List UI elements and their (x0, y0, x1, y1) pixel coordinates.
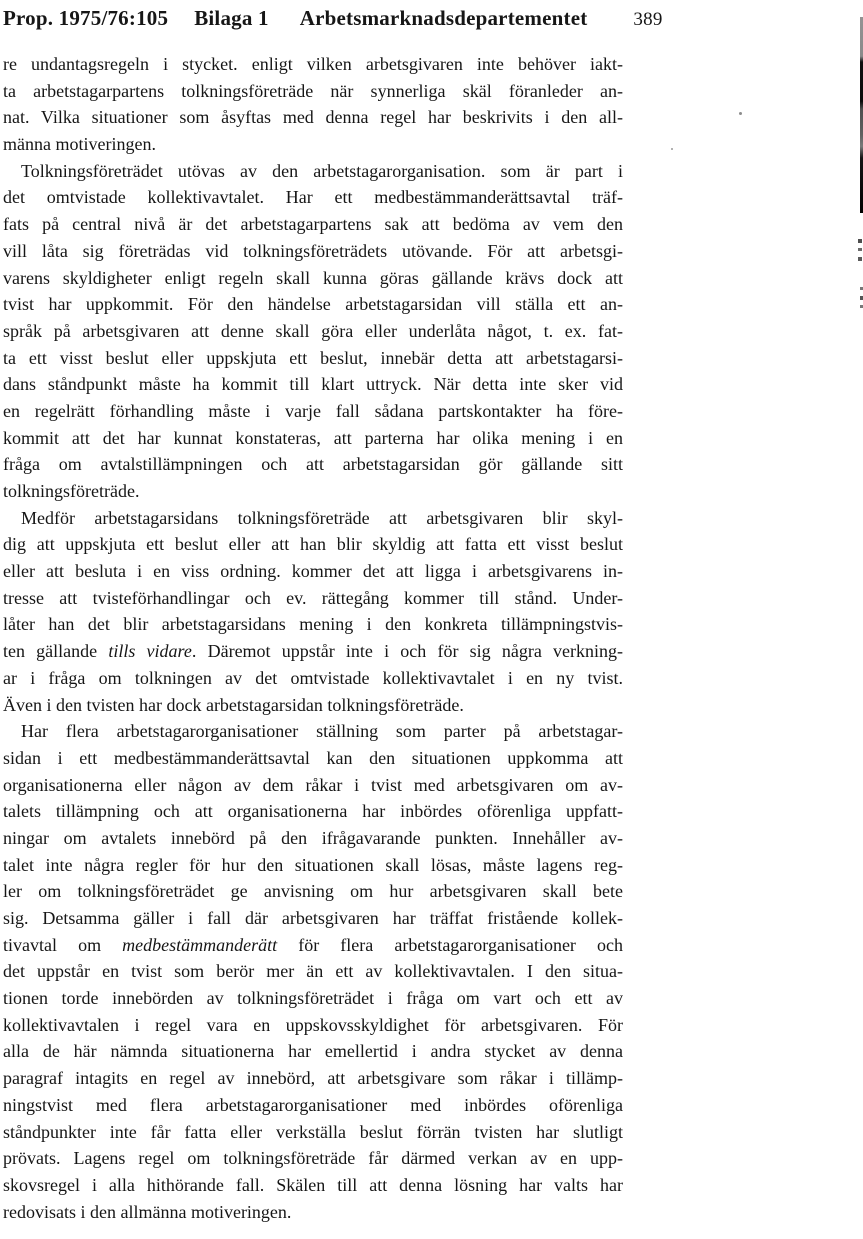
text-line: fråga om avtalstillämpningen och att arbetstagarsidan gör gällande sitt (3, 454, 623, 475)
text-line: dig att uppskjuta ett beslut eller att han blir skyldig att fatta ett visst beslut (3, 534, 623, 555)
text-line: ar i fråga om tolkningen av det omtvistade kollektivavtalet i en ny tvist. (3, 667, 623, 688)
page-header (3, 6, 863, 31)
attachment-label: Bilaga 1 (194, 6, 269, 30)
text-line: nat. Vilka situationer som åsyftas med denna regel har beskrivits i den all- (3, 107, 623, 128)
document-body (3, 51, 623, 1225)
text-line: paragraf intagits en regel av innebörd, att arbetsgivare som råkar i tillämp- (3, 1068, 623, 1089)
text-line: ler om tolkningsföreträdet ge anvisning om hur arbetsgivaren skall bete (3, 881, 623, 902)
paragraph (3, 505, 623, 719)
proposition-number: Prop. 1975/76:105 (3, 6, 169, 30)
text-line: Tolkningsföreträdet utövas av den arbetstagarorganisation. som är part i (21, 160, 623, 181)
scan-artifact-mark (858, 257, 862, 261)
page-number: 389 (633, 9, 663, 30)
scan-artifact-speck (739, 112, 742, 115)
text-line: det uppstår en tvist som berör mer än ett av kollektivavtalen. I den situa- (3, 961, 623, 982)
text-line: låter han det blir arbetstagarsidans mening i den konkreta tillämpningstvis- (3, 614, 623, 635)
paragraph (3, 51, 623, 158)
text-line: varens skyldigheter enligt regeln skall kunna göras gällande krävs dock att (3, 267, 623, 288)
scan-artifact-mark (858, 239, 862, 243)
text-line: kommit att det har kunnat konstateras, att parterna har olika mening i en (3, 427, 623, 448)
text-line: Har flera arbetstagarorganisationer ställning som parter på arbetstagar- (21, 721, 623, 742)
text-line: Medför arbetstagarsidans tolkningsföreträde att arbetsgivaren blir skyl- (21, 507, 623, 528)
text-line: fats på central nivå är det arbetstagarpartens sak att bedöma av vem den (3, 214, 623, 235)
text-line: tresse att tvisteförhandlingar och ev. rättegång kommer till stånd. Under- (3, 587, 623, 608)
text-line: Även i den tvisten har dock arbetstagarsidan tolkningsföreträde. (3, 694, 464, 715)
text-line: ta ett visst beslut eller uppskjuta ett beslut, innebär detta att arbetstagarsi- (3, 347, 623, 368)
text-line: ta arbetstagarpartens tolkningsföreträde när synnerliga skäl föranleder an- (3, 80, 623, 101)
paragraph (3, 158, 623, 505)
text-line: tolkningsföreträde. (3, 481, 140, 501)
text-line: redovisats i den allmänna motiveringen. (3, 1201, 292, 1222)
text-line: re undantagsregeln i stycket. enligt vilken arbetsgivaren inte behöver iakt- (3, 54, 623, 74)
text-line: sig. Detsamma gäller i fall där arbetsgivaren har träffat fristående kollek- (3, 908, 623, 928)
paragraph (3, 718, 623, 1225)
text-line: ten gällande tills vidare. Däremot uppstår inte i och för sig några verkning- (3, 641, 623, 662)
text-line: prövats. Lagens regel om tolkningsföreträde får därmed verkan av en upp- (3, 1148, 623, 1169)
text-line: kollektivavtalen i regel vara en uppskovsskyldighet för arbetsgivaren. För (3, 1014, 623, 1035)
text-line: det omtvistade kollektivavtalet. Har ett medbestämmanderättsavtal träf- (3, 187, 623, 208)
scan-artifact-speck (671, 148, 673, 150)
text-line: tivavtal om medbestämmanderätt för flera arbetstagarorganisationer och (3, 934, 623, 955)
text-line: ståndpunkter inte får fatta eller verkställa beslut förrän tvisten har slutligt (3, 1121, 623, 1142)
text-line: skovsregel i alla hithörande fall. Skälen till att denna lösning har valts har (3, 1174, 623, 1195)
text-line: sidan i ett medbestämmanderättsavtal kan den situationen uppkomma att (3, 747, 623, 768)
text-line: språk på arbetsgivaren att denne skall göra eller underlåta något, t. ex. fat- (3, 320, 623, 341)
text-line: tionen torde innebörden av tolkningsföreträdet i fråga om vart och ett av (3, 988, 623, 1009)
scan-artifact-mark (858, 248, 862, 251)
text-line: alla de här nämnda situationerna har emellertid i andra stycket av denna (3, 1041, 623, 1062)
text-line: ningstvist med flera arbetstagarorganisationer med inbördes oförenliga (3, 1094, 623, 1115)
text-line: organisationerna eller någon av dem råkar i tvist med arbetsgivaren om av- (3, 774, 623, 795)
text-line: männa motiveringen. (3, 134, 156, 155)
text-line: dans ståndpunkt måste ha kommit till klart uttryck. När detta inte sker vid (3, 374, 623, 395)
text-line: en regelrätt förhandling måste i varje fall sådana partskontakter ha före- (3, 400, 623, 421)
text-line: talet inte några regler för hur den situationen skall lösas, måste lagens reg- (3, 854, 623, 875)
text-line: eller att besluta i en viss ordning. kommer det att ligga i arbetsgivarens in- (3, 561, 623, 582)
department-name: Arbetsmarknadsdepartementet (299, 6, 588, 30)
text-line: ningar om avtalets innebörd på den ifrågavarande punkten. Innehåller av- (3, 827, 623, 848)
text-line: talets tillämpning och att organisationerna har inbördes oförenliga uppfatt- (3, 801, 623, 822)
text-line: tvist har uppkommit. För den händelse arbetstagarsidan vill ställa ett an- (3, 294, 623, 315)
text-line: vill låta sig företrädas vid tolkningsföreträdets utövande. För att arbetsgi- (3, 240, 623, 261)
